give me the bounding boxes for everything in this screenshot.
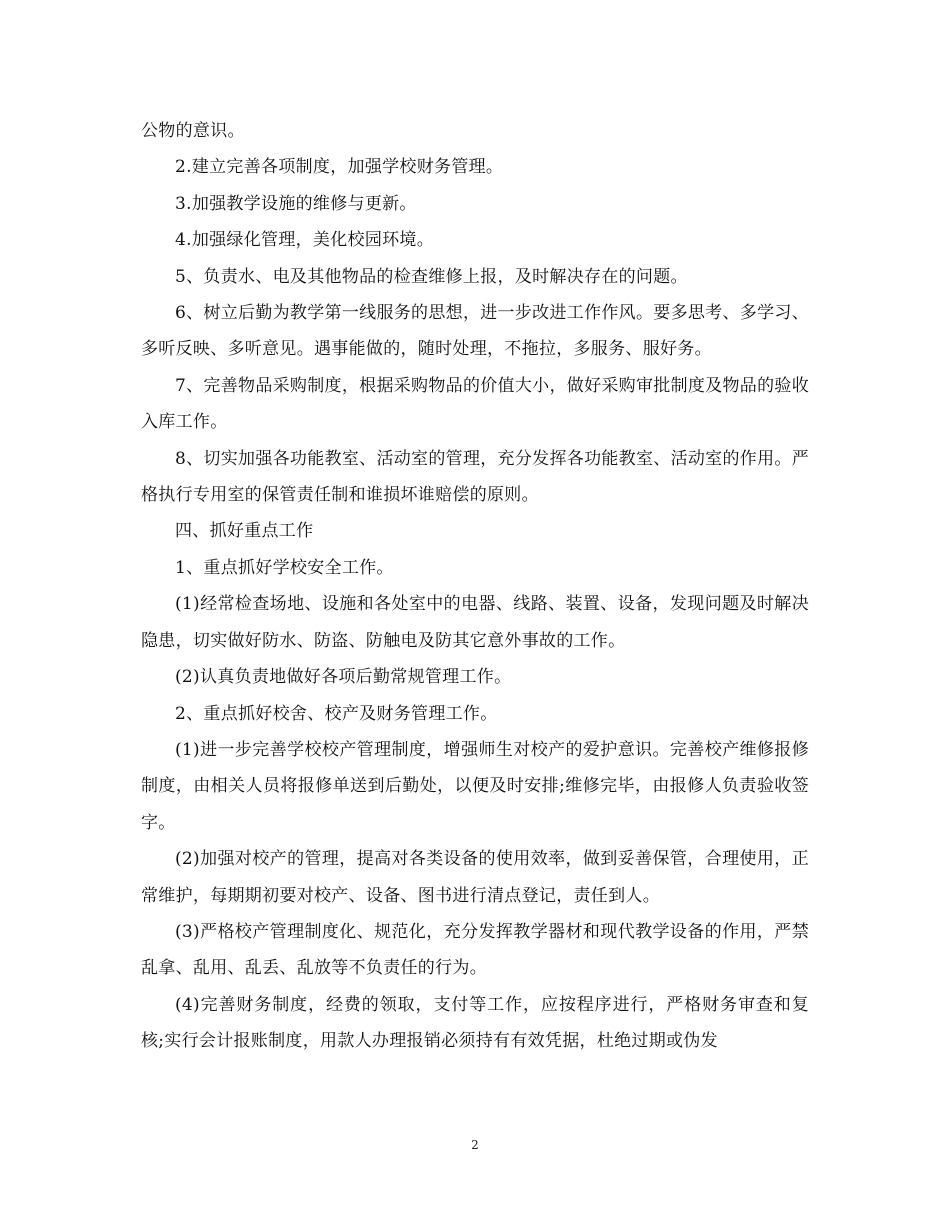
paragraph: 3.加强教学设施的维修与更新。 (175, 193, 417, 214)
paragraph: (2)认真负责地做好各项后勤常规管理工作。 (175, 667, 512, 688)
page-number: 2 (471, 1138, 479, 1152)
paragraph: (2)加强对校产的管理，提高对各类设备的使用效率，做到妥善保管，合理使用，正常维护，每期期初要对校产、设备、图书进行清点登记，责任到人。 (141, 849, 809, 906)
paragraph: 8、切实加强各功能教室、活动室的管理，充分发挥各功能教室、活动室的作用。严格执行专用室的保管责任制和谁损坏谁赔偿的原则。 (141, 448, 809, 506)
paragraph: 6、树立后勤为教学第一线服务的思想，进一步改进工作作风。要多思考、多学习、多听反映、多听意见。遇事能做的，随时处理，不拖拉，多服务、服好务。 (141, 303, 809, 360)
paragraph: 2、重点抓好校舍、校产及财务管理工作。 (175, 703, 498, 724)
paragraph: 7、完善物品采购制度，根据采购物品的价值大小，做好采购审批制度及物品的验收入库工作。 (141, 375, 809, 433)
document-body (141, 113, 809, 1060)
paragraph: 1、重点抓好学校安全工作。 (175, 557, 394, 578)
paragraph: 2.建立完善各项制度，加强学校财务管理。 (175, 157, 504, 178)
paragraph: 5、负责水、电及其他物品的检查维修上报，及时解决存在的问题。 (175, 266, 688, 287)
paragraph: 4.加强绿化管理，美化校园环境。 (175, 230, 435, 251)
paragraph: (1)进一步完善学校校产管理制度，增强师生对校产的爱护意识。完善校产维修报修制度，由相关人员将报修单送到后勤处，以便及时安排;维修完毕，由报修人负责验收签字。 (141, 739, 809, 833)
section-heading: 四、抓好重点工作 (175, 521, 314, 542)
paragraph: (4)完善财务制度，经费的领取，支付等工作，应按程序进行，严格财务审查和复核;实行会计报账制度，用款人办理报销必须持有有效凭据，杜绝过期或伪发 (141, 994, 809, 1052)
paragraph: (1)经常检查场地、设施和各处室中的电器、线路、装置、设备，发现问题及时解决隐患，切实做好防水、防盗、防触电及防其它意外事故的工作。 (141, 594, 809, 651)
paragraph: (3)严格校产管理制度化、规范化，充分发挥教学器材和现代教学设备的作用，严禁乱拿、乱用、乱丢、乱放等不负责任的行为。 (141, 921, 809, 979)
paragraph: 公物的意识。 (141, 121, 245, 141)
